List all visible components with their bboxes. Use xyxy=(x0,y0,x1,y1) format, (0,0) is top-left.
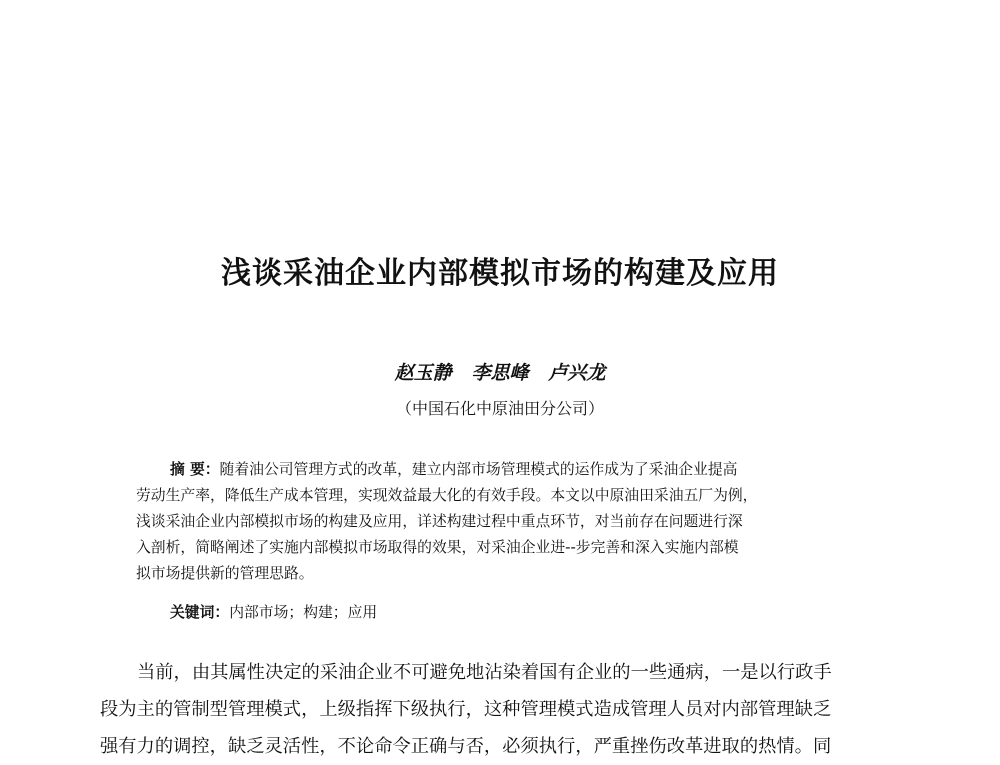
author-affiliation: （中国石化中原油田分公司） xyxy=(395,399,604,418)
body-line: 当前，由其属性决定的采油企业不可避免地沾染着国有企业的一些通病，一是以行政手 xyxy=(137,662,832,683)
keywords-block xyxy=(170,600,377,626)
abstract-line: 拟市场提供新的管理思路。 xyxy=(136,565,314,582)
body-line: 段为主的管制型管理模式，上级指挥下级执行，这种管理模式造成管理人员对内部管理缺乏 xyxy=(100,699,832,720)
keywords-label: 关键词： xyxy=(170,604,230,621)
keywords-text: 内部市场；构建；应用 xyxy=(229,604,378,621)
abstract-line: 浅谈采油企业内部模拟市场的构建及应用，详述构建过程中重点环节，对当前存在问题进行深 xyxy=(136,513,743,530)
body-paragraph xyxy=(100,654,900,765)
author-list: 赵玉静 李思峰 卢兴龙 xyxy=(394,362,606,384)
abstract-text: 随着油公司管理方式的改革，建立内部市场管理模式的运作成为了采油企业提高 xyxy=(219,461,738,478)
body-line: 强有力的调控，缺乏灵活性，不论命令正确与否，必须执行，严重挫伤改革进取的热情。同 xyxy=(100,736,832,757)
paper-title: 浅谈采油企业内部模拟市场的构建及应用 xyxy=(221,256,779,291)
abstract-label: 摘 要： xyxy=(170,461,220,478)
abstract-block xyxy=(136,457,866,587)
abstract-line: 入剖析，简略阐述了实施内部模拟市场取得的效果，对采油企业进--步完善和深入实施内部模 xyxy=(136,539,739,556)
abstract-line xyxy=(136,457,866,483)
abstract-line: 劳动生产率，降低生产成本管理，实现效益最大化的有效手段。本文以中原油田采油五厂为例， xyxy=(136,487,758,504)
